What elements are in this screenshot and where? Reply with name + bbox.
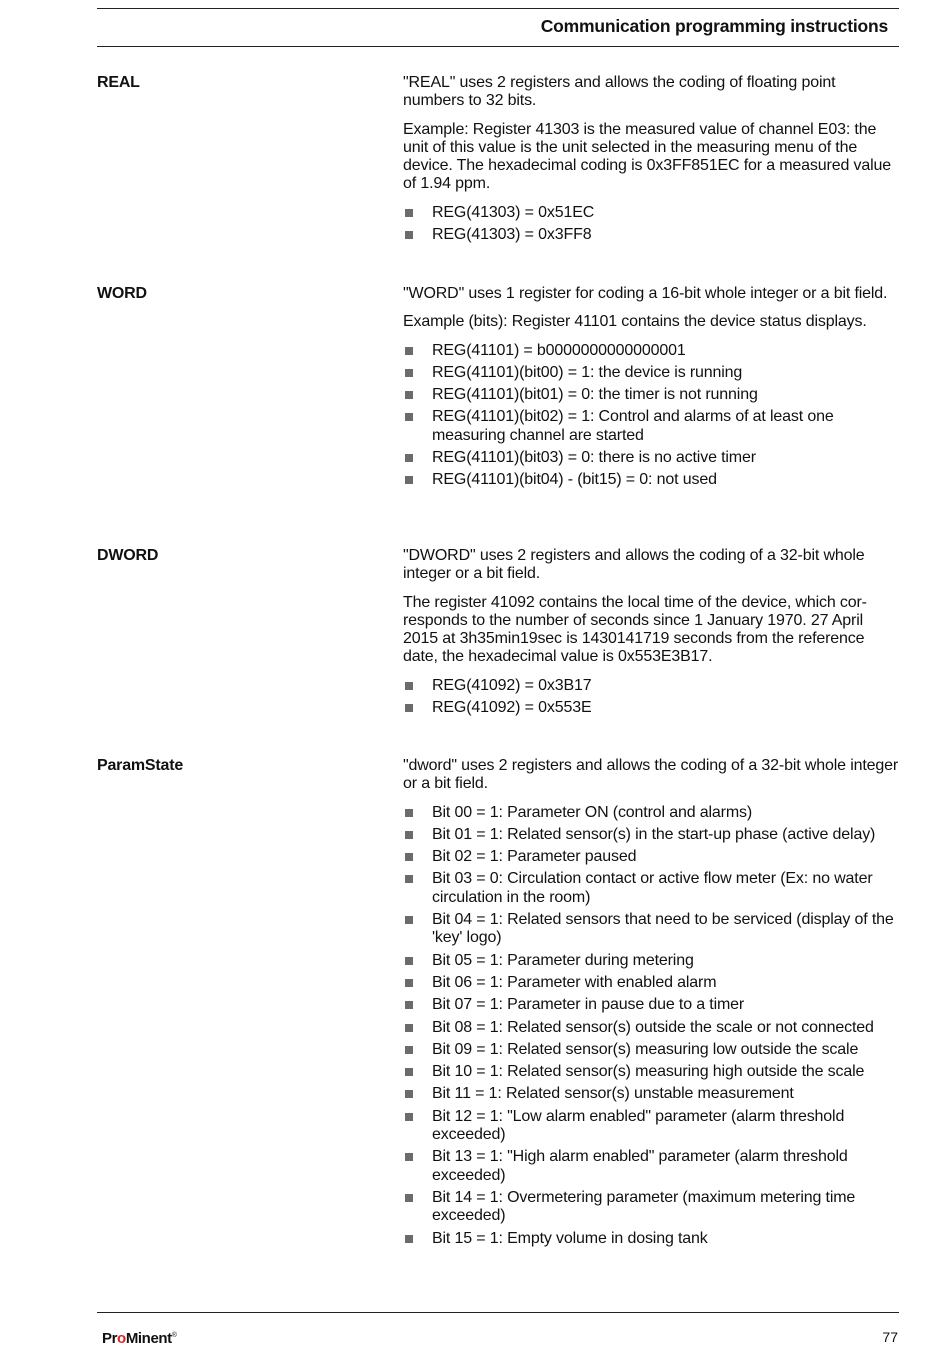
list-item: Bit 15 = 1: Empty volume in dosing tank (403, 1230, 899, 1248)
list-item: Bit 03 = 0: Circulation contact or active flow meter (Ex: no water circulation in the room) (403, 870, 899, 907)
square-bullet-icon (405, 1113, 413, 1121)
section-label: DWORD (97, 547, 159, 564)
square-bullet-icon (405, 209, 413, 217)
bullet-list (403, 204, 899, 245)
list-item: Bit 10 = 1: Related sensor(s) measuring high outside the scale (403, 1063, 899, 1081)
list-item: REG(41101)(bit03) = 0: there is no active timer (403, 449, 899, 467)
list-item: REG(41101)(bit00) = 1: the device is running (403, 364, 899, 382)
list-item: Bit 04 = 1: Related sensors that need to be serviced (display of the 'key' logo) (403, 911, 899, 948)
list-item: Bit 00 = 1: Parameter ON (control and alarms) (403, 804, 899, 822)
square-bullet-icon (405, 231, 413, 239)
header-rule-bottom (97, 46, 899, 47)
section-body (403, 757, 899, 1252)
list-item: Bit 13 = 1: "High alarm enabled" parameter (alarm threshold exceeded) (403, 1148, 899, 1185)
section-body (403, 285, 899, 494)
paragraph: "dword" uses 2 registers and allows the coding of a 32-bit whole integer or a bit field. (403, 757, 899, 793)
square-bullet-icon (405, 347, 413, 355)
list-item: REG(41092) = 0x3B17 (403, 677, 899, 695)
list-item: Bit 11 = 1: Related sensor(s) unstable measurement (403, 1085, 899, 1103)
section-body (403, 74, 899, 248)
paragraph: The register 41092 contains the local time of the device, which corresponds to the number of seconds since 1 January 1970. 27 April 2015 at 3h35min19sec is 1430141719 seconds from the reference date, the hexadecimal value is 0x553E3B17. (403, 593, 867, 666)
section-label: WORD (97, 285, 147, 302)
list-item: Bit 09 = 1: Related sensor(s) measuring low outside the scale (403, 1041, 899, 1059)
square-bullet-icon (405, 875, 413, 883)
list-item: Bit 06 = 1: Parameter with enabled alarm (403, 974, 899, 992)
square-bullet-icon (405, 704, 413, 712)
bullet-list (403, 677, 899, 718)
paragraph: Example (bits): Register 41101 contains the device status displays. (403, 313, 867, 331)
list-item: REG(41101)(bit01) = 0: the timer is not running (403, 386, 899, 404)
square-bullet-icon (405, 979, 413, 987)
list-item: REG(41101)(bit02) = 1: Control and alarms of at least one measuring channel are started (403, 408, 899, 445)
list-item: Bit 05 = 1: Parameter during metering (403, 952, 899, 970)
square-bullet-icon (405, 391, 413, 399)
bullet-list (403, 342, 899, 490)
square-bullet-icon (405, 853, 413, 861)
list-item: Bit 08 = 1: Related sensor(s) outside the scale or not connected (403, 1019, 899, 1037)
list-item: REG(41101)(bit04) - (bit15) = 0: not used (403, 471, 899, 489)
square-bullet-icon (405, 1153, 413, 1161)
square-bullet-icon (405, 476, 413, 484)
list-item: Bit 12 = 1: "Low alarm enabled" parameter (alarm threshold exceeded) (403, 1108, 899, 1145)
paragraph: "DWORD" uses 2 registers and allows the coding of a 32-bit whole integer or a bit field. (403, 547, 865, 583)
square-bullet-icon (405, 1235, 413, 1243)
square-bullet-icon (405, 809, 413, 817)
square-bullet-icon (405, 1068, 413, 1076)
page-header-title: Communication programming instructions (540, 16, 888, 36)
list-item: REG(41303) = 0x3FF8 (403, 226, 899, 244)
paragraph: Example: Register 41303 is the measured value of channel E03: the unit of this value is the unit selected in the measuring menu of the device. The hexadecimal coding is 0x3FF851EC for a measured value of 1.94 ppm. (403, 120, 892, 193)
square-bullet-icon (405, 916, 413, 924)
header-rule-top (97, 8, 899, 9)
square-bullet-icon (405, 1046, 413, 1054)
list-item: Bit 02 = 1: Parameter paused (403, 848, 899, 866)
square-bullet-icon (405, 1001, 413, 1009)
page-number: 77 (882, 1329, 898, 1345)
list-item: Bit 07 = 1: Parameter in pause due to a timer (403, 996, 899, 1014)
square-bullet-icon (405, 1024, 413, 1032)
square-bullet-icon (405, 413, 413, 421)
square-bullet-icon (405, 682, 413, 690)
prominent-logo: ProMinent® (102, 1330, 177, 1347)
list-item: REG(41092) = 0x553E (403, 699, 899, 717)
list-item: Bit 01 = 1: Related sensor(s) in the start-up phase (active delay) (403, 826, 899, 844)
section-label: REAL (97, 74, 140, 91)
square-bullet-icon (405, 831, 413, 839)
square-bullet-icon (405, 1194, 413, 1202)
paragraph: "REAL" uses 2 registers and allows the coding of floating point numbers to 32 bits. (403, 74, 836, 110)
list-item: Bit 14 = 1: Overmetering parameter (maximum metering time exceeded) (403, 1189, 899, 1226)
list-item: REG(41101) = b0000000000000001 (403, 342, 899, 360)
square-bullet-icon (405, 369, 413, 377)
section-body (403, 547, 899, 721)
paragraph: "WORD" uses 1 register for coding a 16-bit whole integer or a bit field. (403, 285, 888, 302)
bullet-list (403, 804, 899, 1248)
section-label: ParamState (97, 757, 184, 774)
square-bullet-icon (405, 454, 413, 462)
footer-rule (97, 1312, 899, 1313)
list-item: REG(41303) = 0x51EC (403, 204, 899, 222)
square-bullet-icon (405, 1090, 413, 1098)
square-bullet-icon (405, 957, 413, 965)
